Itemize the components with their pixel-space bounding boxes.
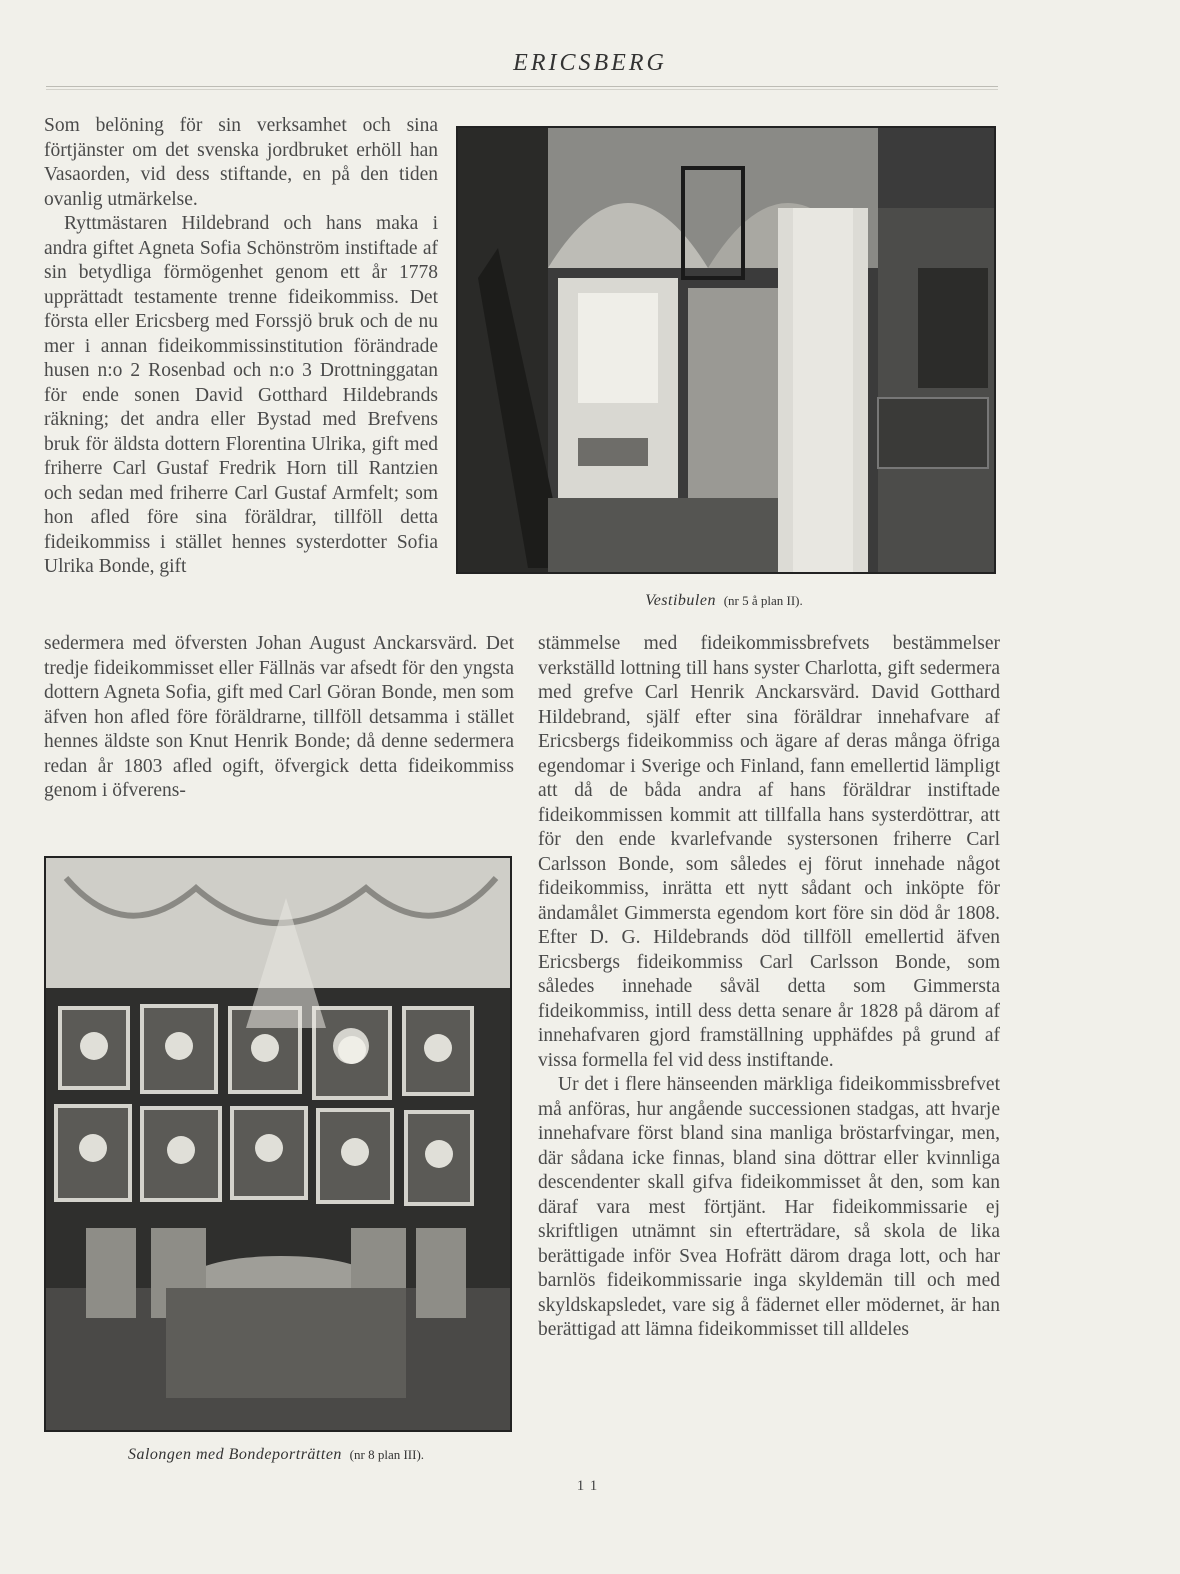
paragraph: Ur det i flere hänseenden märkliga fideikommissbrefvet må anföras, hur angående successionen stadgas, att hvarje innehafvare först bland sina manliga bröstarfvingar, men, där sådana icke finnas, bland sina döttrar eller kvinnliga descendenter skall gifva fideikommisset åt den, som kan däraf vara mest förtjänt. Har fideikommissarie ej skriftligen utnämnt sin efterträdare, så skola de lika berättigade inför Svea Hofrätt därom draga lott, och har barnlös fideikommissarie inga skyldemän till och med skyldskapsledet, vare sig å fädernet eller mödernet, är han berättigad att lämna fideikommisset till alldeles (538, 1074, 1000, 1340)
left-column-text (44, 114, 438, 580)
salon-caption (44, 1446, 508, 1464)
left-column-wide-text (44, 632, 514, 804)
paragraph: Som belöning för sin verksamhet och sina förtjänster om det svenska jordbruket erhöll han Vasaorden, vid dess stiftande, en på den tiden ovanlig utmärkelse. (44, 115, 438, 210)
header-rule (46, 86, 998, 90)
vestibule-photo (456, 126, 996, 574)
paragraph: stämmelse med fideikommissbrefvets bestämmelser verkställd lottning till hans syster Charlotta, gift sedermera med grefve Carl Henrik Anckarsvärd. David Gotthard Hildebrand, själf efter sina föräldrar innehafvare af Ericsbergs fideikommiss och ägare af deras många öfriga egendomar i Sverige och Finland, fann emellertid lämpligt att då de båda andra af hans föräldrar instiftade fideikommissen kommit att tillfalla hans systerdöttrar, att för den ende kvarlefvande systersonen friherre Carl Carlsson Bonde, som således ej förut innehade något fideikommiss, inrätta ett nytt sådant och inköpte för ändamålet Gimmersta egendom kort före sin död år 1808. Efter D. G. Hildebrands död tillföll emellertid äfven Ericsbergs fideikommiss Carl Carlsson Bonde, som således innehade såväl detta som Gimmersta fideikommiss, intill dess detta senare år 1828 på därom af innehafvaren gjord framställning upphäfdes på grund af vissa formella fel vid dess instiftande. (538, 633, 1000, 1071)
caption-ref: (nr 5 å plan II). (723, 593, 803, 608)
caption-ref: (nr 8 plan III). (349, 1447, 425, 1462)
right-column-text (538, 632, 1000, 1343)
salon-photo-image (46, 858, 510, 1430)
paragraph: Ryttmästaren Hildebrand och hans maka i andra giftet Agneta Sofia Schönström instiftade af sin betydliga förmögenhet genom ett år 1778 upprättadt testamente trenne fideikommiss. Det första eller Ericsberg med Forssjö bruk och de nu mer i annan fideikommissinstitution förändrade husen n:o 2 Rosenbad och n:o 3 Drottninggatan för ende sonen David Gotthard Hildebrands räkning; det andra eller Bystad med Brefvens bruk för äldsta dottern Florentina Ulrika, gift med friherre Carl Gustaf Fredrik Horn till Rantzien och sedan med friherre Carl Gustaf Armfelt; som hon afled före sina föräldrar, tillföll detta fideikommiss i stället hennes systerdotter Sofia Ulrika Bonde, gift (44, 213, 438, 577)
paragraph: sedermera med öfversten Johan August Anckarsvärd. Det tredje fideikommisset eller Fällnäs var afsedt för den yngsta dottern Agneta Sofia, gift med Carl Göran Bonde, men som äfven hon afled före föräldrarne, tillföll detsamma i stället hennes äldste son Knut Henrik Bonde; då denne sedermera redan år 1803 afled ogift, öfvergick detta fideikommiss genom i öfverens- (44, 633, 514, 801)
running-head: ERICSBERG (513, 50, 667, 76)
salon-photo (44, 856, 512, 1432)
caption-title: Salongen med Bondeporträtten (127, 1446, 342, 1463)
vestibule-caption (456, 592, 992, 610)
vestibule-photo-image (458, 128, 994, 572)
caption-title: Vestibulen (645, 592, 716, 609)
page-number: 11 (576, 1478, 604, 1494)
